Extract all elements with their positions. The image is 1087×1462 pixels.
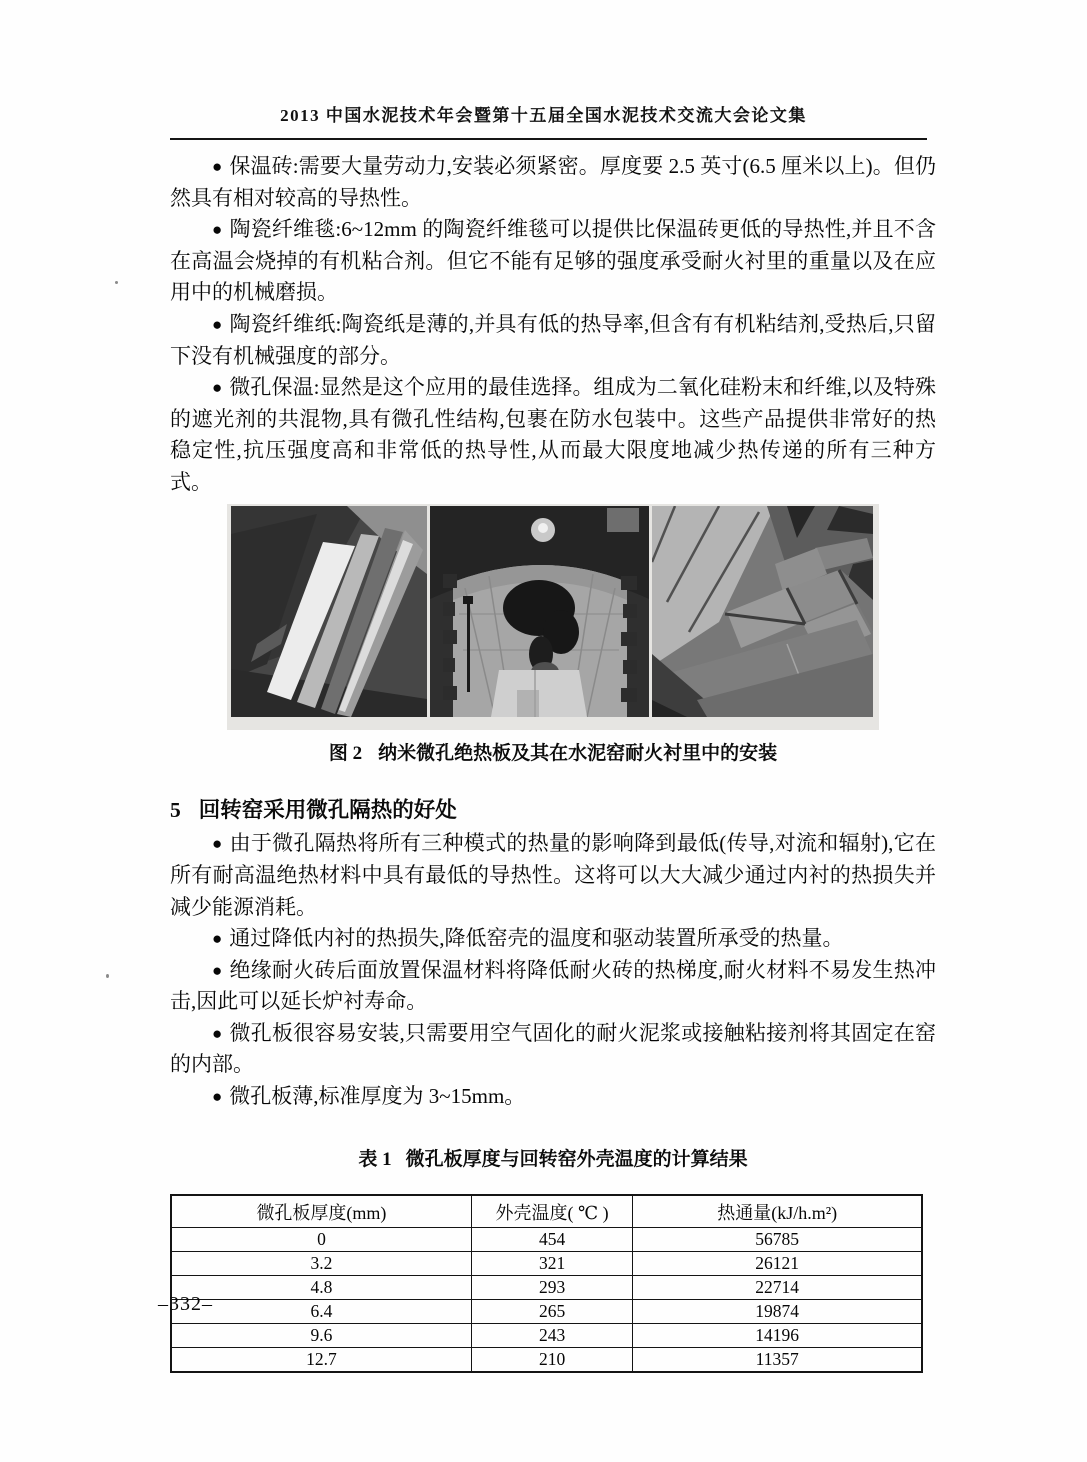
photo-kiln-interior — [430, 506, 649, 717]
photo-brick-lining — [652, 506, 873, 717]
table-header-row — [171, 1195, 922, 1228]
cell-heat-flux: 56785 — [633, 1228, 922, 1252]
paragraph-text: 陶瓷纤维纸:陶瓷纸是薄的,并具有低的热导率,但含有有机粘结剂,受热后,只留下没有机械强度的部分。 — [170, 311, 936, 368]
cell-shell-temp: 321 — [471, 1252, 632, 1276]
figure-label: 图 2 — [328, 743, 363, 765]
cell-heat-flux: 11357 — [633, 1348, 922, 1373]
table1-title — [170, 1144, 936, 1176]
cell-thickness: 12.7 — [171, 1348, 471, 1373]
paragraph-text: 微孔板很容易安装,只需要用空气固化的耐火泥浆或接触粘接剂将其固定在窑的内部。 — [170, 1020, 936, 1077]
table-label: 表 1 — [358, 1148, 392, 1170]
table-row — [171, 1252, 922, 1276]
table-row — [171, 1324, 922, 1348]
bullet-icon: ● — [212, 314, 223, 334]
paragraph-text: 陶瓷纤维毯:6~12mm 的陶瓷纤维毯可以提供比保温砖更低的导热性,并且不含在高温会烧掉的有机粘合剂。但它不能有足够的强度承受耐火衬里的重量以及在应用中的机械磨损。 — [170, 217, 936, 305]
cell-heat-flux: 14196 — [633, 1324, 922, 1348]
table-row — [171, 1300, 922, 1324]
bullet-icon: ● — [212, 157, 223, 176]
bullet-paragraph-ceramic-fiber-paper — [170, 309, 936, 372]
bullet-paragraph-microporous-insulation — [170, 372, 936, 498]
cell-heat-flux: 26121 — [633, 1252, 922, 1276]
bullet-paragraph-thermal-gradient — [170, 955, 936, 1018]
bullet-icon: ● — [212, 1087, 223, 1107]
paragraph-text: 由于微孔隔热将所有三种模式的热量的影响降到最低(传导,对流和辐射),它在所有耐高温绝热材料中具有最低的导热性。这将可以大大减少通过内衬的热损失并减少能源消耗。 — [170, 831, 936, 919]
figure2-photo-strip — [227, 504, 879, 731]
bullet-icon: ● — [212, 378, 223, 398]
cell-heat-flux: 22714 — [633, 1276, 922, 1300]
page-number: –332– — [158, 1293, 213, 1315]
table-row — [171, 1276, 922, 1300]
column-header-thickness: 微孔板厚度(mm) — [171, 1195, 471, 1228]
paragraph-text: 通过降低内衬的热损失,降低窑壳的温度和驱动装置所承受的热量。 — [229, 926, 844, 951]
bullet-icon: ● — [212, 220, 223, 240]
paragraph-text: 微孔保温:显然是这个应用的最佳选择。组成为二氧化硅粉末和纤维,以及特殊的遮光剂的共混物,具有微孔性结构,包裹在防水包装中。这些产品提供非常好的热稳定性,抗压强度高和非常低的热导性,从而最大限度地减少热传递的所有三种方式。 — [170, 375, 936, 494]
bullet-paragraph-shell-temperature — [170, 923, 936, 955]
cell-shell-temp: 210 — [471, 1348, 632, 1373]
scan-artifact-dot — [115, 281, 118, 284]
paragraph-text: 绝缘耐火砖后面放置保温材料将降低耐火砖的热梯度,耐火材料不易发生热冲击,因此可以延长炉衬寿命。 — [170, 957, 936, 1014]
cell-shell-temp: 454 — [471, 1228, 632, 1252]
header-divider — [170, 138, 927, 140]
bullet-paragraph-thin-panels — [170, 1081, 936, 1113]
cell-shell-temp: 265 — [471, 1300, 632, 1324]
photo-insulation-boards — [231, 506, 427, 717]
paragraph-text: 微孔板薄,标准厚度为 3~15mm。 — [229, 1084, 526, 1109]
bullet-paragraph-lowest-conductivity — [170, 828, 936, 923]
table-title-text: 微孔板厚度与回转窑外壳温度的计算结果 — [405, 1148, 748, 1170]
table-row — [171, 1228, 922, 1252]
cell-shell-temp: 293 — [471, 1276, 632, 1300]
cell-heat-flux: 19874 — [633, 1300, 922, 1324]
section-number: 5 — [170, 797, 181, 822]
bullet-paragraph-insulating-brick — [170, 151, 936, 214]
section5-heading — [170, 795, 936, 827]
cell-thickness: 6.4 — [171, 1300, 471, 1324]
running-head: 2013 中国水泥技术年会暨第十五届全国水泥技术交流大会论文集 — [280, 106, 807, 125]
section-title: 回转窑采用微孔隔热的好处 — [198, 797, 457, 822]
cell-thickness: 9.6 — [171, 1324, 471, 1348]
figure-caption-text: 纳米微孔绝热板及其在水泥窑耐火衬里中的安装 — [378, 743, 778, 765]
column-header-heat-flux: 热通量(kJ/h.m²) — [633, 1195, 922, 1228]
cell-thickness: 4.8 — [171, 1276, 471, 1300]
table-row — [171, 1348, 922, 1373]
paragraph-text: 保温砖:需要大量劳动力,安装必须紧密。厚度要 2.5 英寸(6.5 厘米以上)。但仍然具有相对较高的导热性。 — [170, 154, 936, 210]
page-body — [170, 151, 936, 1373]
cell-thickness: 3.2 — [171, 1252, 471, 1276]
figure2-caption — [170, 738, 936, 770]
column-header-shell-temp: 外壳温度( ℃ ) — [471, 1195, 632, 1228]
bullet-paragraph-easy-install — [170, 1018, 936, 1081]
bullet-icon: ● — [212, 1023, 223, 1043]
table1 — [170, 1194, 923, 1373]
bullet-icon: ● — [212, 834, 223, 854]
scan-artifact-dot — [106, 974, 109, 978]
bullet-icon: ● — [212, 960, 223, 980]
cell-thickness: 0 — [171, 1228, 471, 1252]
bullet-paragraph-ceramic-fiber-blanket — [170, 214, 936, 309]
bullet-icon: ● — [212, 929, 223, 949]
figure2-photos — [227, 504, 879, 719]
cell-shell-temp: 243 — [471, 1324, 632, 1348]
